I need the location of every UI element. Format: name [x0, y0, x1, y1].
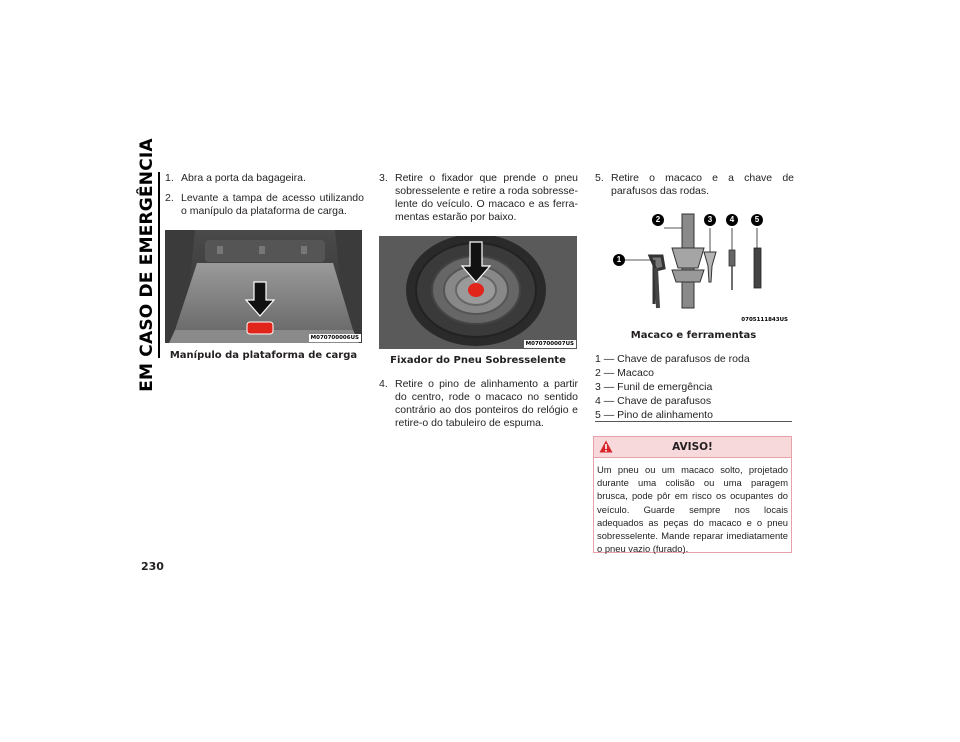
tools-legend	[595, 352, 793, 422]
cargo-floor-photo	[165, 230, 362, 343]
step-number: 2.	[165, 192, 174, 204]
step-text: Retire o pino de alinhamento a partir do centro, rode o macaco no sentido contrário ao dos ponteiros do relógio e retire-o do tabuleiro de espuma.	[395, 378, 578, 429]
figure-caption: Macaco e ferramentas	[630, 330, 757, 341]
warning-box	[593, 436, 792, 553]
step-number: 5.	[595, 172, 604, 184]
image-code: 0705111843US	[741, 317, 788, 323]
legend-item: 4 — Chave de parafusos	[595, 395, 712, 407]
step-text: Retire o fixador que prende o pneu sobresselente e retire a roda sobresselente do veículo. O macaco e as ferramentas estarão por baixo.	[395, 172, 578, 223]
step-4	[379, 378, 578, 430]
image-code: M070700007US	[525, 341, 574, 347]
spare-tire-photo	[379, 236, 577, 349]
jack-tools-illustration	[612, 208, 792, 326]
callout-4: 4	[729, 215, 735, 224]
figure-caption: Fixador do Pneu Sobresselente	[390, 355, 566, 366]
chapter-divider	[158, 172, 160, 358]
column-3	[595, 172, 794, 205]
step-3	[379, 172, 578, 224]
jack-tools-diagram	[612, 208, 792, 326]
page-number: 230	[141, 560, 164, 573]
step-text: Levante a tampa de acesso utilizando o manípulo da plataforma de carga.	[181, 192, 364, 217]
chapter-title: EM CASO DE EMERGÊNCIA	[137, 138, 157, 392]
column-2	[379, 172, 578, 231]
chapter-tab	[137, 138, 157, 392]
column-1	[165, 172, 364, 225]
step-number: 3.	[379, 172, 388, 184]
cargo-floor-illustration	[165, 230, 362, 343]
legend-item: 3 — Funil de emergência	[595, 381, 713, 393]
legend-divider	[595, 421, 792, 422]
column-2-lower	[379, 378, 578, 437]
step-number: 1.	[165, 172, 174, 184]
legend-item: 2 — Macaco	[595, 367, 654, 379]
spare-tire-illustration	[379, 236, 577, 349]
warning-header	[594, 437, 791, 458]
callout-2: 2	[655, 215, 661, 224]
step-5	[595, 172, 794, 198]
step-number: 4.	[379, 378, 388, 390]
legend-item: 1 — Chave de parafusos de roda	[595, 353, 750, 365]
legend-item: 5 — Pino de alinhamento	[595, 409, 713, 421]
callout-5: 5	[754, 215, 760, 224]
warning-title: AVISO!	[672, 441, 713, 453]
step-text: Retire o macaco e a chave de parafusos das rodas.	[611, 172, 794, 197]
step-text: Abra a porta da bagageira.	[181, 172, 306, 184]
image-code: M070700006US	[310, 335, 359, 341]
step-2	[165, 192, 364, 218]
callout-3: 3	[707, 215, 713, 224]
figure-caption: Manípulo da plataforma de carga	[169, 350, 358, 361]
callout-1: 1	[616, 255, 622, 264]
step-1	[165, 172, 364, 185]
warning-text: Um pneu ou um macaco solto, projetado durante uma colisão ou uma paragem brusca, pode pôr em risco os ocupantes do veículo. Guarde sempre nos locais adequados as peças do macaco e o pneu sobresselente. Mande reparar imediatamente o pneu vazio (furado).	[597, 464, 788, 555]
